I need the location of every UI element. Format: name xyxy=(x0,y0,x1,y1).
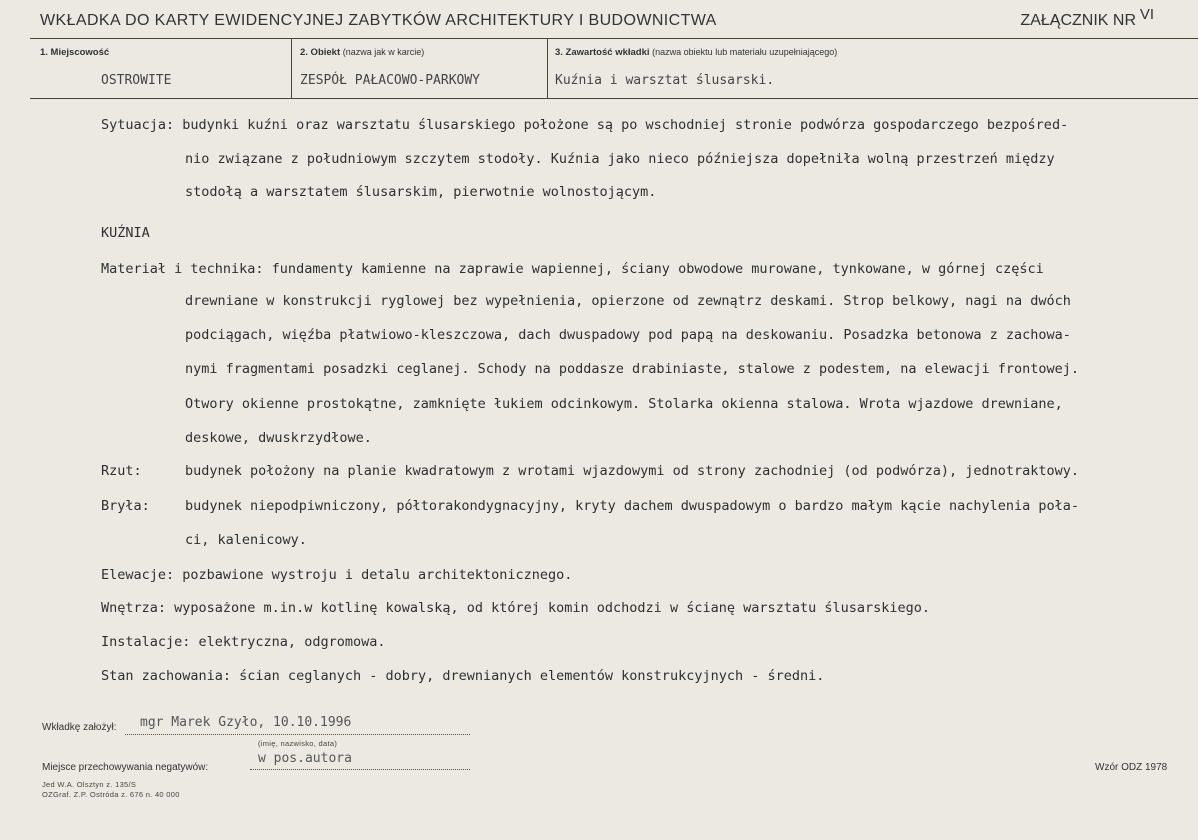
material-line: Materiał i technika: fundamenty kamienne na zaprawie wapiennej, ściany obwodowe murowane, tynkowane, w górnej części xyxy=(101,261,1044,277)
column-label-object: 2. Obiekt (nazwa jak w karcie) xyxy=(300,47,425,58)
object-value: ZESPÓŁ PAŁACOWO-PARKOWY xyxy=(300,73,481,88)
print-info-line: Jed W.A. Olsztyn z. 135/S xyxy=(42,780,137,789)
situation-line: stodołą a warsztatem ślusarskim, pierwotnie wolnostojącym. xyxy=(185,184,657,200)
column-label-content: 3. Zawartość wkładki (nazwa obiektu lub materiału uzupełniającego) xyxy=(555,47,838,58)
massing-label: Bryła: xyxy=(101,498,150,514)
author-hint: (imię, nazwisko, data) xyxy=(258,739,338,748)
column-label-locality: 1. Miejscowość xyxy=(40,47,110,58)
content-value: Kuźnia i warsztat ślusarski. xyxy=(555,73,775,88)
interiors-line: Wnętrza: wyposażone m.in.w kotlinę kowalską, od której komin odchodzi w ścianę warsztatu ślusarskiego. xyxy=(101,600,931,616)
condition-line: Stan zachowania: ścian ceglanych - dobry, drewnianych elementów konstrukcyjnych - średni. xyxy=(101,668,825,684)
material-line: deskowe, dwuskrzydłowe. xyxy=(185,430,372,446)
material-line: drewniane w konstrukcji ryglowej bez wypełnienia, opierzone od zewnątrz deskami. Strop belkowy, nagi na dwóch xyxy=(185,293,1071,309)
document-title: WKŁADKA DO KARTY EWIDENCYJNEJ ZABYTKÓW ARCHITEKTURY I BUDOWNICTWA xyxy=(40,12,717,29)
author-dotted-line xyxy=(125,734,470,735)
storage-dotted-line xyxy=(250,769,470,770)
material-line: nymi fragmentami posadzki ceglanej. Schody na poddasze drabiniaste, stalowe z podestem, na elewacji frontowej. xyxy=(185,361,1080,377)
columns-bottom-rule xyxy=(30,98,1198,99)
situation-line: nio związane z południowym szczytem stodoły. Kuźnia jako nieco późniejsza dopełniła wolną przestrzeń między xyxy=(185,151,1055,167)
header-rule xyxy=(30,38,1198,39)
plan-label: Rzut: xyxy=(101,463,142,479)
elevations-line: Elewacje: pozbawione wystroju i detalu architektonicznego. xyxy=(101,567,573,583)
situation-line: Sytuacja: budynki kuźni oraz warsztatu ślusarskiego położone są po wschodniej stronie podwórza gospodarczego bezpośred- xyxy=(101,117,1069,133)
print-info-line: OZGraf. Z.P. Ostróda z. 676 n. 40 000 xyxy=(42,790,180,799)
massing-line: ci, kalenicowy. xyxy=(185,532,307,548)
material-line: Otwory okienne prostokątne, zamknięte łukiem odcinkowym. Stolarka okienna stalowa. Wrota wjazdowe drewniane, xyxy=(185,396,1063,412)
annex-label: ZAŁĄCZNIK NR xyxy=(1020,12,1136,29)
material-line: podciągach, więźba płatwiowo-kleszczowa, dach dwuspadowy pod papą na deskowaniu. Posadzka betonowa z zachowa- xyxy=(185,327,1071,343)
storage-label: Miejsce przechowywania negatywów: xyxy=(42,762,209,773)
form-code: Wzór ODZ 1978 xyxy=(1095,762,1168,773)
column-divider-2 xyxy=(547,38,548,98)
plan-text: budynek położony na planie kwadratowym z wrotami wjazdowymi od strony zachodniej (od podwórza), jednotraktowy. xyxy=(185,463,1080,479)
annex-number: VI xyxy=(1139,6,1154,23)
storage-value: w pos.autora xyxy=(258,751,352,766)
column-divider-1 xyxy=(291,38,292,98)
massing-line: budynek niepodpiwniczony, półtorakondygnacyjny, kryty dachem dwuspadowym o bardzo małym kącie nachylenia poła- xyxy=(185,498,1080,514)
author-value: mgr Marek Gzyło, 10.10.1996 xyxy=(140,715,352,730)
installations-line: Instalacje: elektryczna, odgromowa. xyxy=(101,634,386,650)
author-label: Wkładkę założył: xyxy=(42,722,117,733)
section-heading: KUŹNIA xyxy=(101,225,150,241)
locality-value: OSTROWITE xyxy=(101,73,172,88)
